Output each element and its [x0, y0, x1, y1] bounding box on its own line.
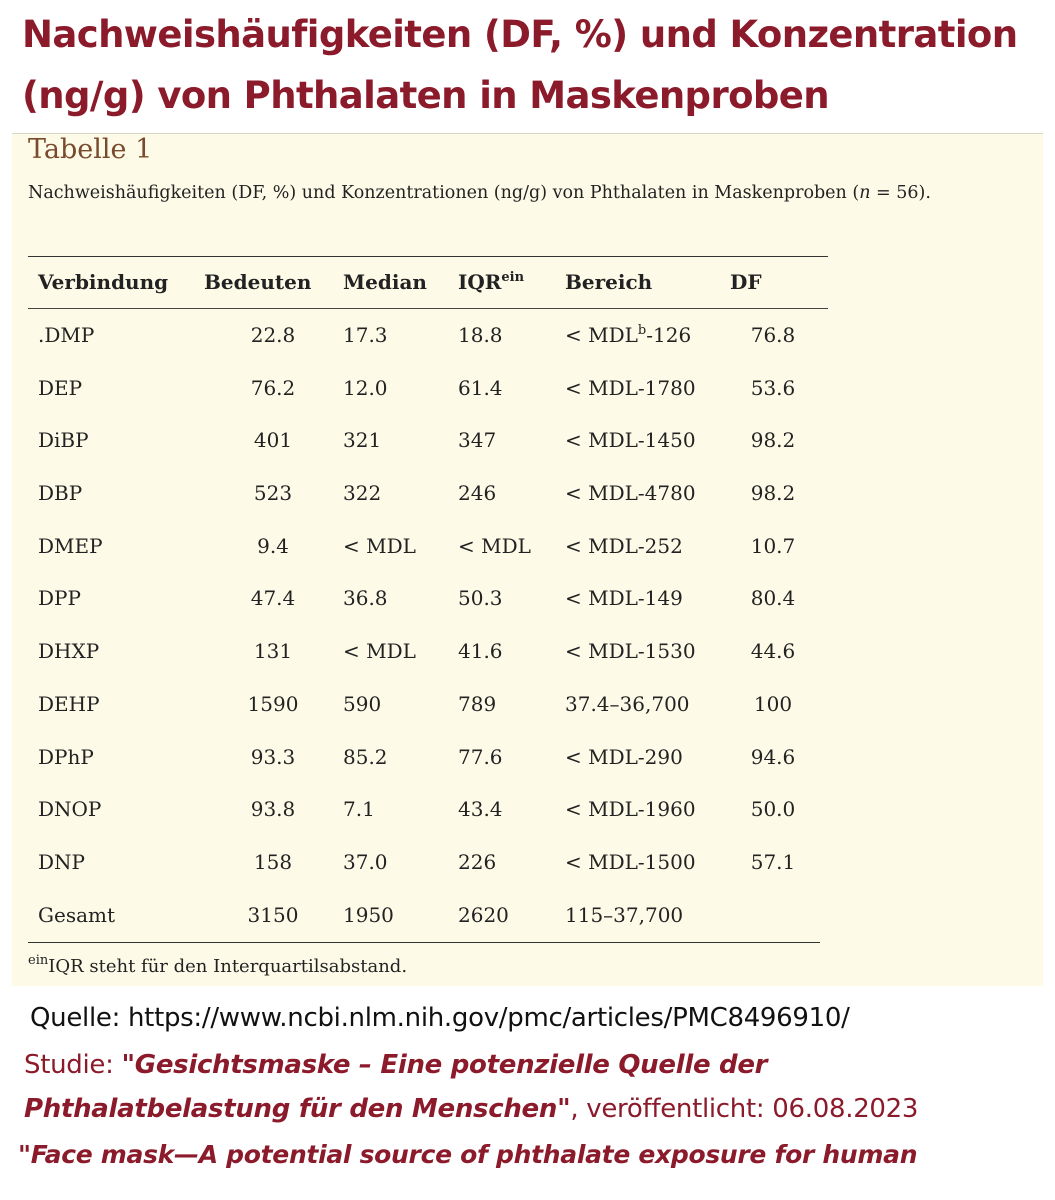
english-title: "Face mask—A potential source of phthalate exposure for human: [18, 1140, 918, 1169]
caption-rest: = 56).: [870, 183, 931, 203]
cell-compound: DNOP: [38, 797, 102, 822]
cell-compound: DNP: [38, 849, 85, 874]
cell-df: 94.6: [750, 744, 796, 769]
cell-range: [565, 362, 696, 414]
table-row: [28, 414, 828, 467]
cell-range: [565, 572, 683, 624]
cell-df: 57.1: [750, 849, 796, 874]
range-value: < MDL: [565, 323, 638, 347]
cell-compound: DBP: [38, 481, 83, 506]
cell-median: < MDL: [343, 533, 416, 558]
cell-median: 12.0: [343, 375, 388, 400]
cell-mean: 22.8: [250, 323, 296, 347]
cell-median: 321: [343, 428, 382, 453]
cell-compound: DPhP: [38, 744, 94, 769]
study-published: , veröffentlicht: 06.08.2023: [570, 1094, 919, 1124]
table-row: [28, 309, 828, 362]
cell-mean: 3150: [247, 902, 299, 927]
header-iqr: [458, 256, 524, 308]
cell-mean: 1590: [247, 691, 299, 716]
range-value-end: -126: [646, 323, 692, 347]
cell-iqr: 41.6: [458, 639, 503, 664]
range-value: < MDL-149: [565, 586, 683, 611]
header-mean: Bedeuten: [204, 270, 312, 294]
cell-iqr: 61.4: [458, 375, 503, 400]
cell-iqr: 789: [458, 691, 497, 716]
cell-iqr: < MDL: [458, 533, 531, 558]
cell-range: [565, 625, 696, 677]
cell-df: 80.4: [750, 586, 796, 611]
cell-range: [565, 678, 690, 730]
cell-median: 36.8: [343, 586, 388, 611]
cell-median: 322: [343, 481, 382, 506]
cell-compound: DHXP: [38, 639, 100, 664]
cell-median: 1950: [343, 902, 394, 927]
cell-mean: 93.3: [250, 744, 296, 769]
table-row: [28, 572, 828, 625]
table-row: [28, 625, 828, 678]
header-compound: Verbindung: [38, 270, 169, 294]
cell-mean: 93.8: [250, 797, 296, 822]
cell-compound: Gesamt: [38, 902, 116, 927]
cell-iqr: 246: [458, 481, 497, 506]
table-row: [28, 889, 828, 942]
source-line: Quelle: https://www.ncbi.nlm.nih.gov/pmc/articles/PMC8496910/: [30, 1003, 850, 1033]
cell-df: 53.6: [750, 375, 796, 400]
cell-mean: 47.4: [250, 586, 296, 611]
table-row: [28, 520, 828, 573]
table-title: Tabelle 1: [28, 134, 153, 165]
cell-range: [565, 467, 696, 519]
header-iqr-sup: ein: [501, 270, 525, 285]
table-body: [28, 309, 828, 941]
study-prefix: Studie:: [24, 1050, 122, 1080]
cell-mean: 131: [253, 639, 293, 664]
cell-median: 17.3: [343, 323, 388, 347]
table-bottom-rule: [28, 942, 820, 943]
cell-range: [565, 414, 696, 466]
table-row: [28, 362, 828, 415]
range-value: < MDL-1530: [565, 639, 696, 664]
cell-range: [565, 309, 691, 361]
cell-range: [565, 836, 696, 888]
cell-mean: 523: [253, 481, 293, 506]
cell-df: 98.2: [750, 481, 796, 506]
range-value: < MDL-1780: [565, 375, 696, 400]
table-row: [28, 836, 828, 889]
cell-iqr: 50.3: [458, 586, 503, 611]
range-value: < MDL-290: [565, 744, 683, 769]
cell-compound: DMEP: [38, 533, 103, 558]
cell-range: [565, 731, 683, 783]
cell-df: 10.7: [750, 533, 796, 558]
caption-n: n: [859, 183, 871, 203]
header-median: Median: [343, 270, 427, 294]
caption-main: Nachweishäufigkeiten (DF, %) und Konzentrationen (ng/g) von Phthalaten in Maskenproben (: [28, 183, 860, 203]
cell-df: 44.6: [750, 639, 796, 664]
footnote-sup: ein: [28, 953, 49, 968]
table-caption: [28, 174, 1028, 212]
cell-compound: DiBP: [38, 428, 89, 453]
range-value: < MDL-1500: [565, 849, 696, 874]
header-iqr-label: IQR: [458, 270, 502, 294]
cell-range: [565, 783, 696, 835]
study-citation: [24, 1043, 1034, 1131]
footnote-text: IQR steht für den Interquartilsabstand.: [48, 956, 408, 977]
cell-mean: 401: [253, 428, 293, 453]
range-value: < MDL-1960: [565, 797, 696, 822]
table-row: [28, 678, 828, 731]
range-value: 115–37,700: [565, 902, 684, 927]
cell-compound: DPP: [38, 586, 81, 611]
cell-median: 85.2: [343, 744, 388, 769]
range-footnote-mark: b: [637, 323, 647, 338]
page-headline: Nachweishäufigkeiten (DF, %) und Konzentration (ng/g) von Phthalaten in Maskenproben: [22, 13, 1018, 117]
cell-iqr: 347: [458, 428, 497, 453]
cell-median: < MDL: [343, 639, 416, 664]
cell-iqr: 2620: [458, 902, 509, 927]
cell-median: 590: [343, 691, 382, 716]
cell-iqr: 77.6: [458, 744, 503, 769]
table-footnote: [28, 953, 408, 977]
data-table: [28, 256, 828, 941]
cell-mean: 76.2: [250, 375, 296, 400]
header-df: DF: [730, 270, 762, 294]
cell-compound: DEP: [38, 375, 83, 400]
table-row: [28, 731, 828, 784]
table-panel: [12, 133, 1043, 986]
cell-iqr: 18.8: [458, 323, 503, 347]
cell-iqr: 43.4: [458, 797, 503, 822]
cell-iqr: 226: [458, 849, 497, 874]
table-row: [28, 783, 828, 836]
range-value: 37.4–36,700: [565, 691, 690, 716]
range-value: < MDL-1450: [565, 428, 696, 453]
cell-df: 76.8: [750, 323, 796, 347]
table-header-row: [28, 256, 828, 308]
cell-df: 100: [753, 691, 793, 716]
range-value: < MDL-252: [565, 533, 683, 558]
cell-mean: 9.4: [257, 533, 289, 558]
cell-median: 7.1: [343, 797, 375, 822]
cell-df: 50.0: [750, 797, 796, 822]
range-value: < MDL-4780: [565, 481, 696, 506]
cell-compound: DEHP: [38, 691, 100, 716]
table-row: [28, 467, 828, 520]
cell-range: [565, 889, 683, 941]
cell-range: [565, 520, 683, 572]
cell-df: 98.2: [750, 428, 796, 453]
study-title: "Gesichtsmaske – Eine potenzielle Quelle der Phthalatbelastung für den Menschen": [24, 1050, 768, 1124]
cell-compound: .DMP: [38, 323, 95, 347]
header-range: Bereich: [565, 270, 653, 294]
cell-median: 37.0: [343, 849, 388, 874]
cell-mean: 158: [253, 849, 293, 874]
